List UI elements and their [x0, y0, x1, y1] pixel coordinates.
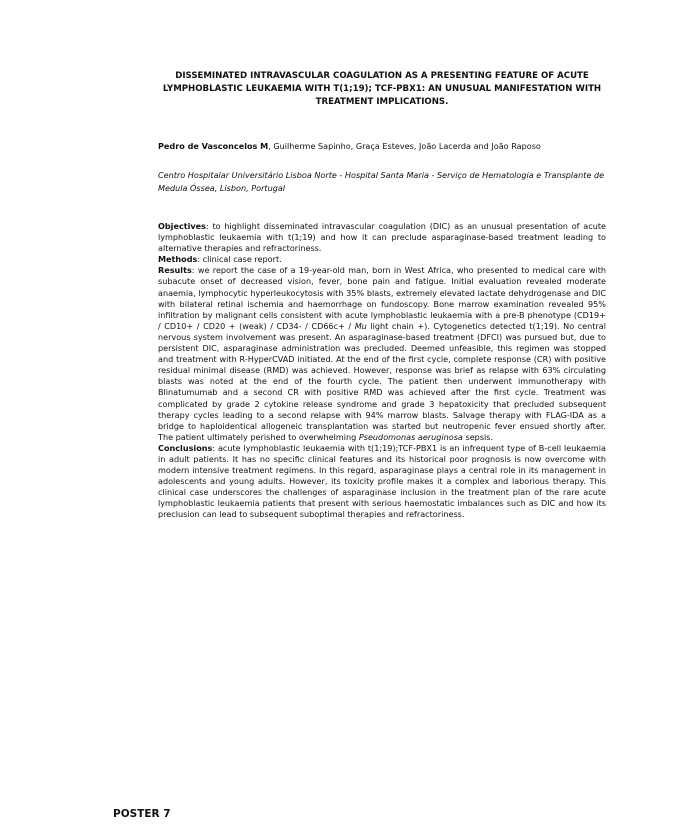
conclusions-text: : acute lymphoblastic leukaemia with t(1;19);TCF-PBX1 is an infrequent type of B-cell leukaemia in adult patients. It has no specific clinical features and its historical poor prognosis is now overcome with modern intensive treatment regimens. In this regard, asparaginase plays a central role in its management in adolescents and young adults. However, its toxicity profile makes it a complex and laborious therapy. This clinical case underscores the challenges of asparaginase inclusion in the treatment plan of the rare acute lymphoblastic leukaemia patients that present with serious haemostatic imbalances such as DIC and how its preclusion can lead to subsequent suboptimal therapies and refractoriness.: [158, 442, 606, 520]
methods-label: Methods: [158, 254, 198, 265]
affiliation: Centro Hospitalar Universitário Lisboa Norte - Hospital Santa Maria - Serviço de Hematologia e Transplante de Medula Óssea, Lisbon, Portugal: [158, 170, 605, 193]
methods-text: : clinical case report.: [197, 254, 282, 265]
results-text-a: : we report the case of a 19-year-old man, born in West Africa, who presented to medical care with subacute onset of decreased vision, fever, bone pain and fatigue. Initial evaluation revealed moderate anaemia, lymphocytic hyperleukocytosis with 35% blasts, extremely elevated lactate dehydrogenase and DIC with bilateral retinal ischemia and haemorrhage on fundoscopy. Bone marrow examination revealed 95% infiltration by malignant cells consistent with acute lymphoblastic leukaemia with a pre-B phenotype (CD19+ / CD10+ / CD20 + (weak) / CD34- / CD66c+ /: [158, 265, 606, 331]
objectives-label: Objectives: [158, 221, 206, 231]
results-organism: Pseudomonas aeruginosa: [358, 431, 463, 442]
methods-paragraph: [158, 254, 606, 265]
abstract-title: DISSEMINATED INTRAVASCULAR COAGULATION AS A PRESENTING FEATURE OF ACUTE LYMPHOBLASTIC LEUKAEMIA WITH T(1;19); TCF-PBX1: AN UNUSUAL MANIFESTATION WITH TREATMENT IMPLICATIONS.: [162, 71, 602, 108]
conclusions-label: Conclusions: [158, 442, 213, 453]
results-text-b: light chain +). Cytogenetics detected t(1;19). No central nervous system involvement was present. An asparaginase-based treatment (DFCI) was pursued but, due to persistent DIC, asparaginase administration was precluded. Deemed unfeasible, this regimen was stopped and treatment with R-HyperCVAD initiated. At the end of the first cycle, complete response (CR) with positive residual minimal disease (RMD) was achieved. However, response was brief as relapse with 63% circulating blasts was noted at the end of the fourth cycle. The patient then underwent immunotherapy with Blinatumumab and a second CR with positive RMD was achieved after the first cycle. Treatment was complicated by grade 2 cytokine release syndrome and grade 3 hepatoxicity that precluded subsequent therapy cycles leading to a second relapse with 94% marrow blasts. Salvage therapy with FLAG-IDA as a bridge to haploidentical allogeneic transplantation was started but neutropenic fever ensued shortly after. The patient ultimately perished to overwhelming: [158, 320, 606, 442]
author-list: [158, 141, 606, 152]
objectives-text: : to highlight disseminated intravascular coagulation (DIC) as an unusual presentation of acute lymphoblastic leukaemia with t(1;19) and how it can preclude asparaginase-based treatment leading to alternative therapies and refractoriness.: [158, 221, 606, 254]
results-mu: Mu: [354, 320, 367, 331]
abstract-body: [158, 221, 606, 521]
conclusions-paragraph: [158, 443, 606, 521]
results-text-c: sepsis.: [462, 431, 494, 442]
results-label: Results: [158, 265, 192, 276]
results-paragraph: [158, 265, 606, 443]
co-authors: , Guilherme Sapinho, Graça Esteves, João Lacerda and João Raposo: [268, 141, 541, 151]
objectives-paragraph: [158, 221, 606, 254]
first-author: Pedro de Vasconcelos M: [158, 141, 269, 151]
poster-label: POSTER 7: [113, 808, 171, 820]
